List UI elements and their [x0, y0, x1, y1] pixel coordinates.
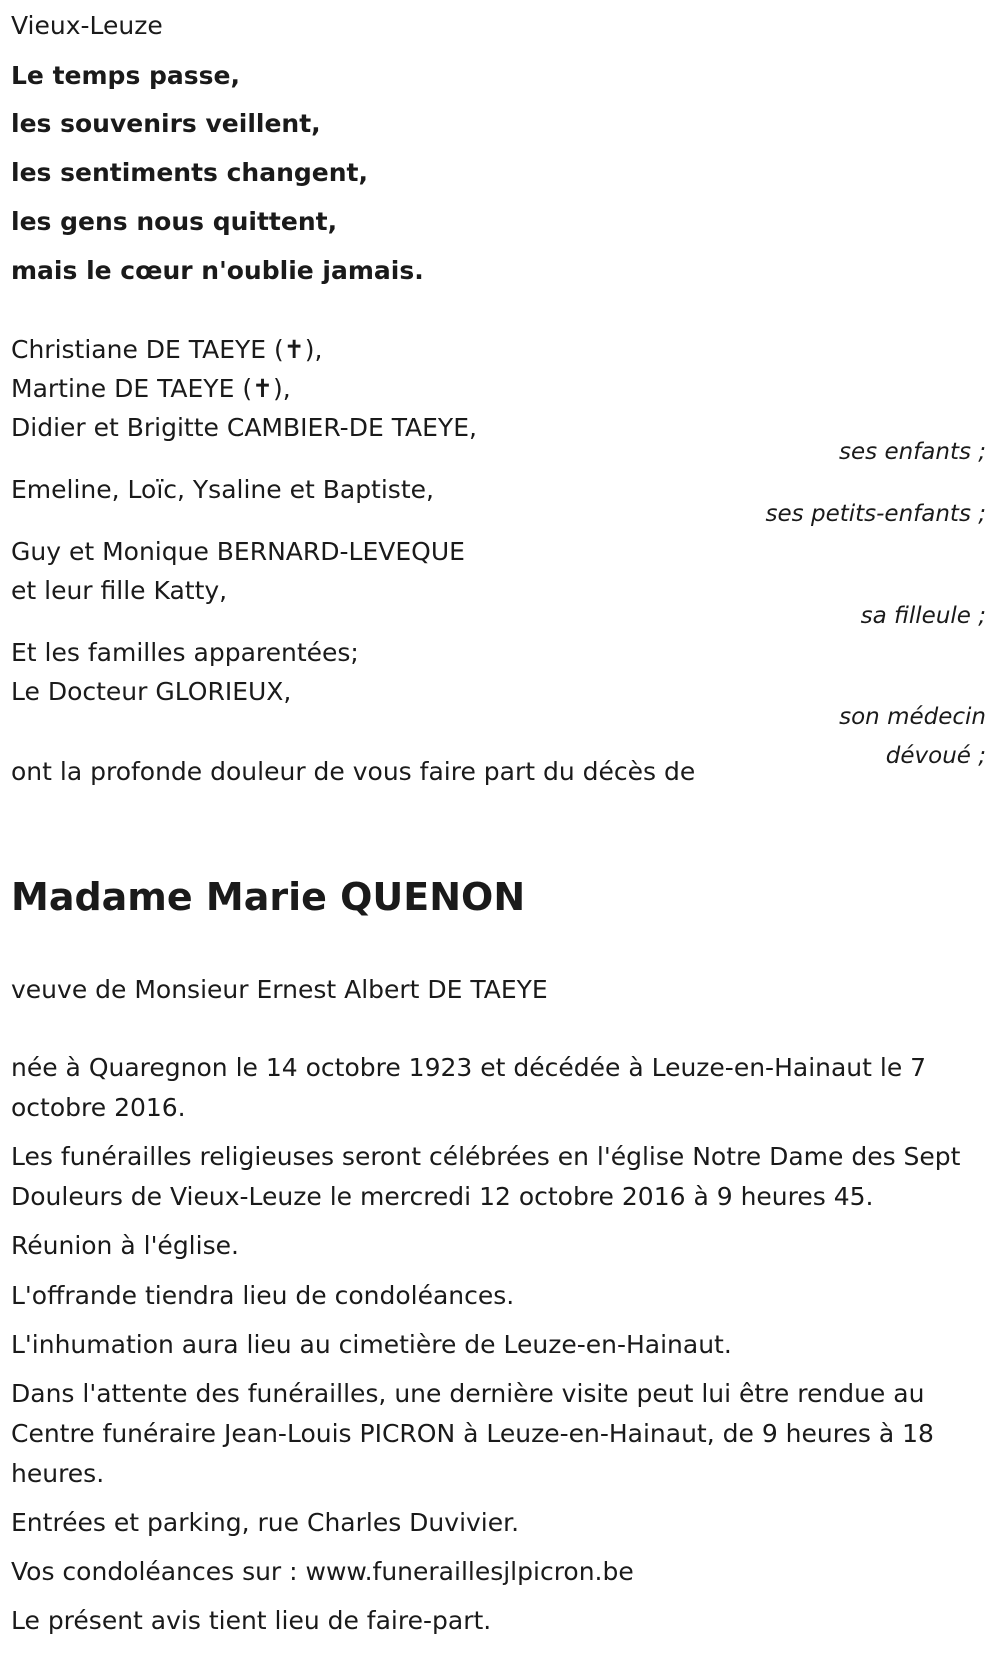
- town-name: Vieux-Leuze: [11, 11, 163, 40]
- poem-line: les souvenirs veillent,: [11, 109, 321, 138]
- widow-of: veuve de Monsieur Ernest Albert DE TAEYE: [11, 975, 548, 1004]
- obituary-notice: [11, 0, 986, 1662]
- poem-line: les gens nous quittent,: [11, 207, 338, 236]
- family-child: Christiane DE TAEYE (✝),: [11, 335, 323, 364]
- announcement: ont la profonde douleur de vous faire part du décès de: [11, 757, 696, 786]
- goddaughter-family: et leur fille Katty,: [11, 576, 228, 605]
- poem-line: mais le cœur n'oublie jamais.: [11, 256, 424, 285]
- doctor-role: dévoué ;: [885, 743, 986, 769]
- goddaughter-family: Guy et Monique BERNARD-LEVEQUE: [11, 537, 465, 566]
- condolences-link: Vos condoléances sur : www.funeraillesjlpicron.be: [11, 1557, 634, 1586]
- burial: L'inhumation aura lieu au cimetière de Leuze-en-Hainaut.: [11, 1330, 732, 1359]
- deceased-name: Madame Marie QUENON: [11, 875, 526, 919]
- poem-line: Le temps passe,: [11, 61, 241, 90]
- grandchildren-role: ses petits-enfants ;: [765, 501, 986, 527]
- poem-line: les sentiments changent,: [11, 158, 368, 187]
- children-role: ses enfants ;: [839, 439, 986, 465]
- family-child: Didier et Brigitte CAMBIER-DE TAEYE,: [11, 413, 477, 442]
- visitation: Dans l'attente des funérailles, une dernière visite peut lui être rendue au Centre funéraire Jean-Louis PICRON à Leuze-en-Hainaut, de 9 heures à 18 heures.: [11, 1379, 934, 1488]
- parking: Entrées et parking, rue Charles Duvivier.: [11, 1508, 520, 1537]
- family-child: Martine DE TAEYE (✝),: [11, 374, 291, 403]
- notice-footer: Le présent avis tient lieu de faire-part.: [11, 1606, 492, 1635]
- doctor-role: son médecin: [839, 704, 986, 730]
- doctor: Le Docteur GLORIEUX,: [11, 677, 292, 706]
- goddaughter-role: sa filleule ;: [860, 603, 986, 629]
- birth-death: née à Quaregnon le 14 octobre 1923 et décédée à Leuze-en-Hainaut le 7 octobre 2016.: [11, 1053, 927, 1122]
- funeral-service: Les funérailles religieuses seront célébrées en l'église Notre Dame des Sept Douleurs de Vieux-Leuze le mercredi 12 octobre 2016 à 9 heures 45.: [11, 1142, 961, 1211]
- grandchildren: Emeline, Loïc, Ysaline et Baptiste,: [11, 475, 434, 504]
- offering: L'offrande tiendra lieu de condoléances.: [11, 1281, 515, 1310]
- relatives: Et les familles apparentées;: [11, 638, 359, 667]
- gathering: Réunion à l'église.: [11, 1231, 239, 1260]
